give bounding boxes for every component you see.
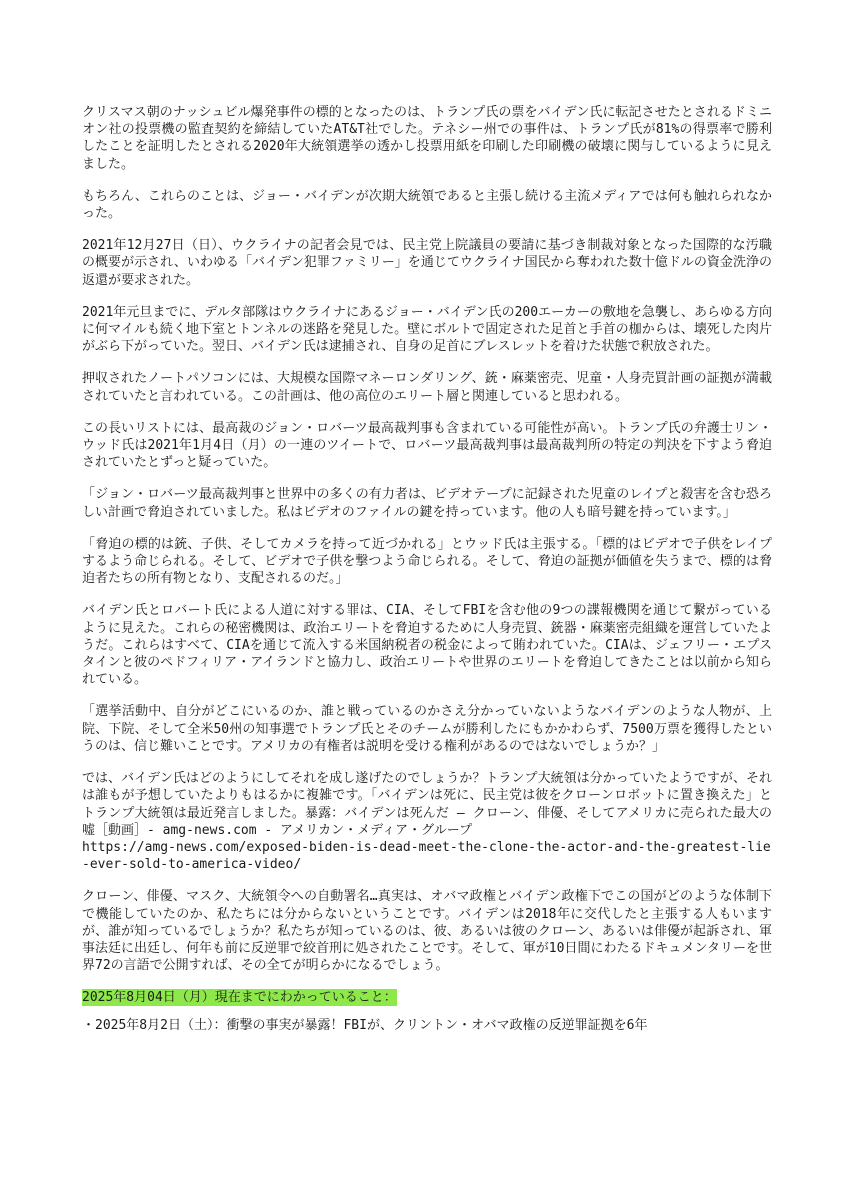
update-heading: 2025年8月04日（月）現在までにわかっていること： [82, 990, 397, 1006]
paragraph-with-link [82, 770, 772, 873]
update-heading-wrap [82, 989, 772, 1006]
quote-wood-1: 「ジョン・ロバーツ最高裁判事と世界中の多くの有力者は、ビデオテープに記録された児童のレイプと殺害を含む恐ろしい計画で脅迫されていました。私はビデオのファイルの鍵を持っています。他の人も暗号鍵を持っています。」 [82, 487, 772, 520]
document-body [82, 104, 772, 1049]
paragraph-cia: バイデン氏とロバート氏による人道に対する罪は、CIA、そしてFBIを含む他の9つの諜報機関を通じて繋がっているように見えた。これらの秘密機関は、政治エリートを脅迫するために人身売買、銃器・麻薬密売組織を運営していたようだ。これらはすべて、CIAを通じて流入する米国納税者の税金によって賄われていた。CIAは、ジェフリー・エプスタインと彼のペドフィリア・アイランドと協力し、政治エリートや世界のエリートを脅迫してきたことは以前から知られている。 [82, 603, 772, 688]
paragraph-mainstream-media: もちろん、これらのことは、ジョー・バイデンが次期大統領であると主張し続ける主流メディアでは何も触れられなかった。 [82, 188, 772, 222]
bullet-item: ・2025年8月2日（土）：衝撃の事実が暴露！FBIが、クリントン・オバマ政権の反逆罪証拠を6年 [82, 1017, 648, 1033]
paragraph-delta-raid: 2021年元旦までに、デルタ部隊はウクライナにあるジョー・バイデン氏の200エーカーの敷地を急襲し、あらゆる方向に何マイルも続く地下室とトンネルの迷路を発見した。壁にボルトで固定された足首と手首の枷からは、壊死した肉片がぶら下がっていた。翌日、バイデン氏は逮捕され、自身の足首にブレスレットを着けた状態で釈放された。 [82, 304, 772, 355]
paragraph-nashville-bombing: クリスマス朝のナッシュビル爆発事件の標的となったのは、トランプ氏の票をバイデン氏に転記させたとされるドミニオン社の投票機の監査契約を締結していたAT&T社でした。テネシー州での事件は、トランプ氏が81%の得票率で勝利したことを証明したとされる2020年大統領選挙の透かし投票用紙を印刷した印刷機の破壊に関与しているように見えました。 [82, 105, 772, 172]
paragraph-laptop: 押収されたノートパソコンには、大規模な国際マネーロンダリング、銃・麻薬密売、児童・人身売買計画の証拠が満載されていたと言われている。この計画は、他の高位のエリート層と関連していると思われる。 [82, 371, 772, 404]
paragraph-ukraine-press: 2021年12月27日（日）、ウクライナの記者会見では、民主党上院議員の要請に基づき制裁対象となった国際的な汚職の概要が示され、いわゆる「バイデン犯罪ファミリー」を通じてウクライナ国民から奪われた数十億ドルの資金洗浄の返還が要求された。 [82, 238, 772, 288]
paragraph-roberts: この長いリストには、最高裁のジョン・ロバーツ最高裁判事も含まれている可能性が高い。トランプ氏の弁護士リン・ウッド氏は2021年1月4日（月）の一連のツイートで、ロバーツ最高裁判事は最高裁判所の特定の判決を下すよう脅迫されていたとずっと疑っていた。 [82, 420, 772, 471]
article-link[interactable]: https://amg-news.com/exposed-biden-is-dead-meet-the-clone-the-actor-and-the-greatest-lie-ever-sold-to-america-video/ [82, 839, 771, 873]
paragraph-link-text: では、バイデン氏はどのようにしてそれを成し遂げたのでしょうか？トランプ大統領は分かっていたようですが、それは誰もが予想していたよりもはるかに複雑です。「バイデンは死に、民主党は彼をクローンロボットに置き換えた」とトランプ大統領は最近発言しました。暴露：バイデンは死んだ — クローン、俳優、そしてアメリカに売られた最大の嘘［動画］- amg-news.com - アメリカン・メディア・グループ [82, 771, 772, 838]
paragraph-closing: クローン、俳優、マスク、大統領令への自動署名…真実は、オバマ政権とバイデン政権下でこの国がどのような体制下で機能していたのか、私たちには分からないということです。バイデンは2018年に交代したと主張する人もいますが、誰が知っているでしょうか？私たちが知っているのは、彼、あるいは彼のクローン、あるいは俳優が起訴され、軍事法廷に出廷し、何年も前に反逆罪で絞首刑に処されたことです。そして、軍が10日間にわたるドキュメンタリーを世界72の言語で公開すれば、その全てが明らかになるでしょう。 [82, 889, 772, 974]
quote-election: 「選挙活動中、自分がどこにいるのか、誰と戦っているのかさえ分かっていないようなバイデンのような人物が、上院、下院、そして全米50州の知事選でトランプ氏とそのチームが勝利したにもかかわらず、7500万票を獲得したというのは、信じ難いことです。アメリカの有権者は説明を受ける権利があるのではないでしょうか？」 [82, 704, 772, 754]
quote-wood-2: 「脅迫の標的は銃、子供、そしてカメラを持って近づかれる」とウッド氏は主張する。「標的はビデオで子供をレイプするよう命じられる。そして、ビデオで子供を撃つよう命じられる。そして、脅迫の証拠が価値を失うまで、標的は脅迫者たちの所有物となり、支配されるのだ。」 [82, 536, 772, 587]
